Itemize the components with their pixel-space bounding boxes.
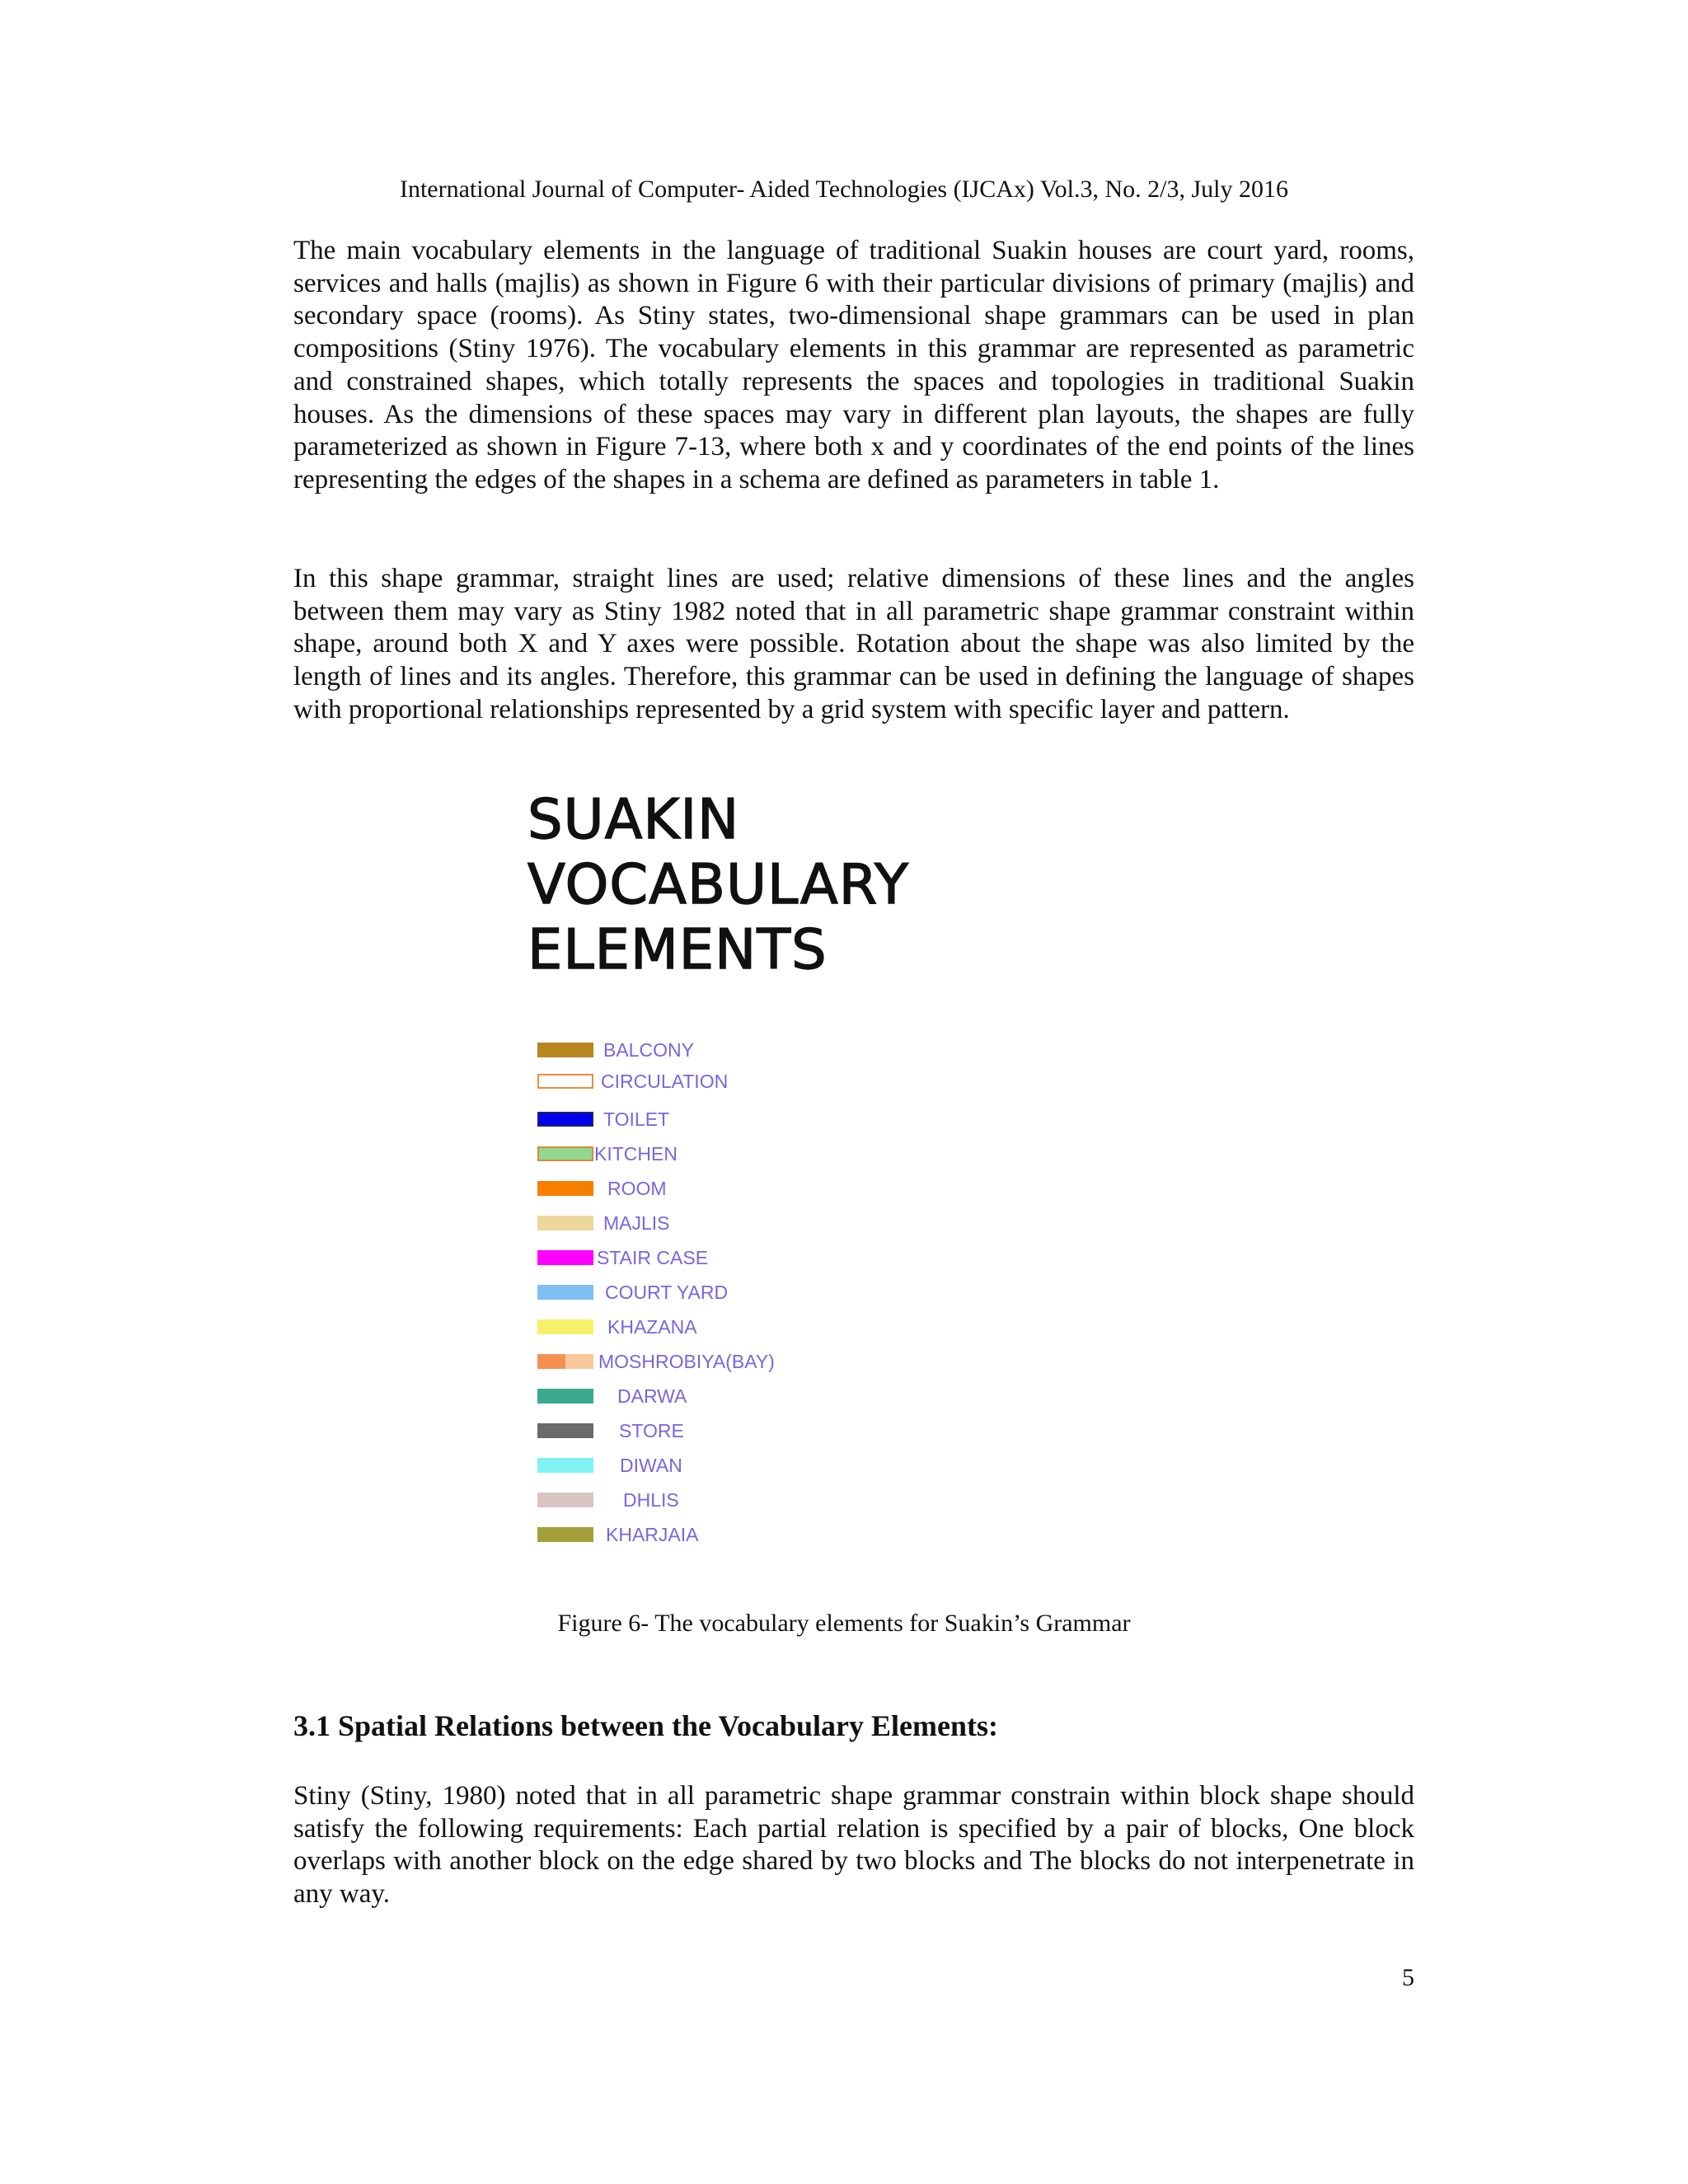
page-number: 5 [1402, 1964, 1414, 1991]
legend-swatch [537, 1250, 593, 1265]
figure-caption: Figure 6- The vocabulary elements for Suakin’s Grammar [557, 1610, 1131, 1637]
section-heading: 3.1 Spatial Relations between the Vocabulary Elements: [293, 1709, 998, 1742]
legend-item-circulation [537, 1064, 867, 1099]
legend-label: DARWA [617, 1385, 687, 1407]
legend-item-moshrobiya [537, 1344, 867, 1379]
legend-label: KHAZANA [607, 1316, 697, 1338]
legend-label: DIWAN [620, 1455, 682, 1476]
legend-swatch [537, 1423, 593, 1438]
legend-item-store [537, 1413, 867, 1448]
body-paragraph-2: In this shape grammar, straight lines are used; relative dimensions of these lines and the angles between them may vary as Stiny 1982 noted that in all parametric shape grammar constraint within shape, around both X and Y axes were possible. Rotation about the shape was also limited by the length of lines and its angles. Therefore, this grammar can be used in defining the language of shapes with proportional relationships represented by a grid system with specific layer and pattern. [293, 564, 1414, 724]
legend-swatch [537, 1389, 593, 1404]
legend-item-stair-case [537, 1240, 867, 1275]
legend-item-court-yard [537, 1275, 867, 1310]
legend-item-khazana [537, 1310, 867, 1344]
legend-label: KHARJAIA [606, 1524, 699, 1545]
legend-label: CIRCULATION [601, 1071, 729, 1092]
legend-item-dhlis [537, 1483, 867, 1517]
figure-title-line-3: ELEMENTS [528, 917, 828, 982]
legend-label: STAIR CASE [597, 1247, 709, 1268]
legend-swatch [537, 1319, 593, 1334]
figure-title-line-2: VOCABULARY [528, 852, 909, 916]
legend-item-toilet [537, 1102, 867, 1137]
legend-item-diwan [537, 1448, 867, 1483]
legend-label: BALCONY [603, 1039, 694, 1061]
legend-item-kitchen [537, 1137, 867, 1171]
legend-swatch [537, 1043, 593, 1057]
legend-swatch [537, 1146, 593, 1161]
legend-item-darwa [537, 1379, 867, 1413]
legend-item-majlis [537, 1206, 867, 1240]
legend-label: ROOM [607, 1178, 667, 1199]
figure-6 [528, 787, 989, 1545]
legend-label: COURT YARD [605, 1282, 729, 1303]
legend-swatch [537, 1493, 593, 1507]
legend-swatch [537, 1354, 593, 1369]
legend-label: MAJLIS [603, 1212, 670, 1234]
legend-label: KITCHEN [594, 1143, 678, 1165]
body-paragraph-3: Stiny (Stiny, 1980) noted that in all parametric shape grammar constrain within block shape should satisfy the following requirements: Each partial relation is specified by a pair of blocks, One block overlaps with another block on the edge shared by two blocks and The blocks do not interpenetrate in any way. [293, 1781, 1414, 1910]
legend-swatch [537, 1216, 593, 1230]
legend-label: MOSHROBIYA(BAY) [598, 1351, 775, 1372]
legend-label: STORE [619, 1420, 684, 1441]
body-paragraph-1: The main vocabulary elements in the language of traditional Suakin houses are court yard, rooms, services and halls (majlis) as shown in Figure 6 with their particular divisions of primary (majlis) and secondary space (rooms). As Stiny states, two-dimensional shape grammars can be used in plan compositions (Stiny 1976). The vocabulary elements in this grammar are represented as parametric and constrained shapes, which totally represents the spaces and topologies in traditional Suakin houses. As the dimensions of these spaces may vary in different plan layouts, the shapes are fully parameterized as shown in Figure 7-13, where both x and y coordinates of the end points of the lines representing the edges of the shapes in a schema are defined as parameters in table 1. [293, 236, 1414, 494]
legend-swatch [537, 1285, 593, 1300]
legend-swatch [537, 1112, 593, 1127]
figure-title-line-1: SUAKIN [528, 787, 740, 851]
legend-swatch [537, 1074, 593, 1089]
legend-swatch [537, 1458, 593, 1473]
legend-label: TOILET [603, 1108, 670, 1130]
legend-label: DHLIS [623, 1489, 679, 1511]
running-header: International Journal of Computer- Aided Technologies (IJCAx) Vol.3, No. 2/3, July 2016 [399, 176, 1288, 203]
legend-item-kharjaia [537, 1517, 867, 1552]
legend-item-room [537, 1171, 867, 1206]
legend-swatch [537, 1527, 593, 1542]
legend-swatch [537, 1181, 593, 1196]
legend-item-balcony [537, 1033, 867, 1067]
